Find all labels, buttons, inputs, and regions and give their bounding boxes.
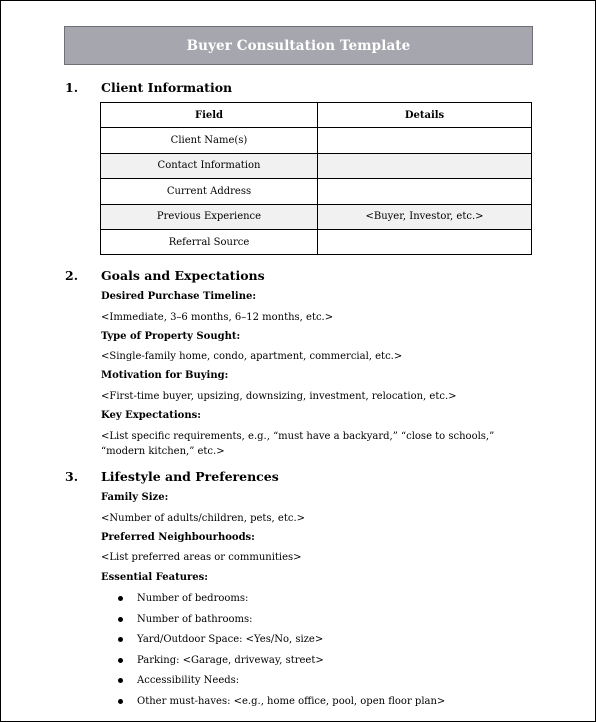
section-title: Goals and Expectations [101, 268, 265, 283]
list-item-text: Number of bathrooms: [137, 613, 253, 625]
section-title: Lifestyle and Preferences [101, 469, 279, 484]
details-cell[interactable] [318, 153, 532, 178]
bullet-icon [118, 678, 123, 683]
section-heading-lifestyle-and-preferences [65, 469, 279, 484]
list-item-text: Yard/Outdoor Space: <Yes/No, size> [137, 634, 324, 646]
section-heading-goals-and-expectations [65, 268, 265, 283]
list-item [101, 632, 445, 653]
neighbourhoods-text: <List preferred areas or communities> [101, 552, 302, 563]
list-item [101, 694, 445, 715]
family-size-text: <Number of adults/children, pets, etc.> [101, 513, 306, 524]
list-item-text: Other must-haves: <e.g., home office, pool, open floor plan> [137, 695, 446, 707]
bullet-icon [118, 658, 123, 663]
list-item-text: Accessibility Needs: [137, 675, 240, 687]
client-information-table [100, 102, 532, 255]
section-heading-client-information [65, 80, 232, 95]
table-row [101, 179, 532, 204]
field-cell: Previous Experience [101, 204, 318, 229]
family-size-label: Family Size: [101, 492, 169, 503]
field-cell: Client Name(s) [101, 128, 318, 153]
property-type-text: <Single-family home, condo, apartment, commercial, etc.> [101, 351, 403, 362]
table-row [101, 128, 532, 153]
column-header-details: Details [318, 103, 532, 128]
bullet-icon [118, 637, 123, 642]
bullet-icon [118, 617, 123, 622]
field-cell: Referral Source [101, 229, 318, 254]
table-row [101, 204, 532, 229]
table-header-row [101, 103, 532, 128]
timeline-label: Desired Purchase Timeline: [101, 291, 257, 302]
table-row [101, 229, 532, 254]
essential-features-label: Essential Features: [101, 572, 208, 583]
column-header-field: Field [101, 103, 318, 128]
property-type-label: Type of Property Sought: [101, 331, 241, 342]
list-item [101, 612, 445, 633]
table-row [101, 153, 532, 178]
section-number: 2. [65, 268, 79, 283]
expectations-text: <List specific requirements, e.g., “must have a backyard,” “close to schools,” “modern kitchen,” etc.> [101, 431, 495, 457]
section-number: 3. [65, 469, 79, 484]
field-cell: Contact Information [101, 153, 318, 178]
list-item-text: Number of bedrooms: [137, 593, 249, 604]
motivation-label: Motivation for Buying: [101, 370, 229, 381]
bullet-icon [118, 699, 123, 704]
section-number: 1. [65, 80, 79, 95]
timeline-text: <Immediate, 3–6 months, 6–12 months, etc.> [101, 312, 334, 323]
list-item [101, 673, 445, 694]
section-title: Client Information [101, 80, 233, 95]
field-cell: Current Address [101, 179, 318, 204]
document-title: Buyer Consultation Template [64, 26, 533, 65]
details-cell[interactable]: <Buyer, Investor, etc.> [318, 204, 532, 229]
details-cell[interactable] [318, 128, 532, 153]
list-item [101, 653, 445, 674]
bullet-icon [118, 596, 123, 601]
motivation-text: <First-time buyer, upsizing, downsizing, investment, relocation, etc.> [101, 391, 457, 402]
list-item [101, 591, 445, 612]
essential-features-list [101, 591, 445, 715]
expectations-label: Key Expectations: [101, 410, 201, 421]
list-item-text: Parking: <Garage, driveway, street> [137, 654, 324, 666]
details-cell[interactable] [318, 229, 532, 254]
neighbourhoods-label: Preferred Neighbourhoods: [101, 532, 255, 543]
details-cell[interactable] [318, 179, 532, 204]
